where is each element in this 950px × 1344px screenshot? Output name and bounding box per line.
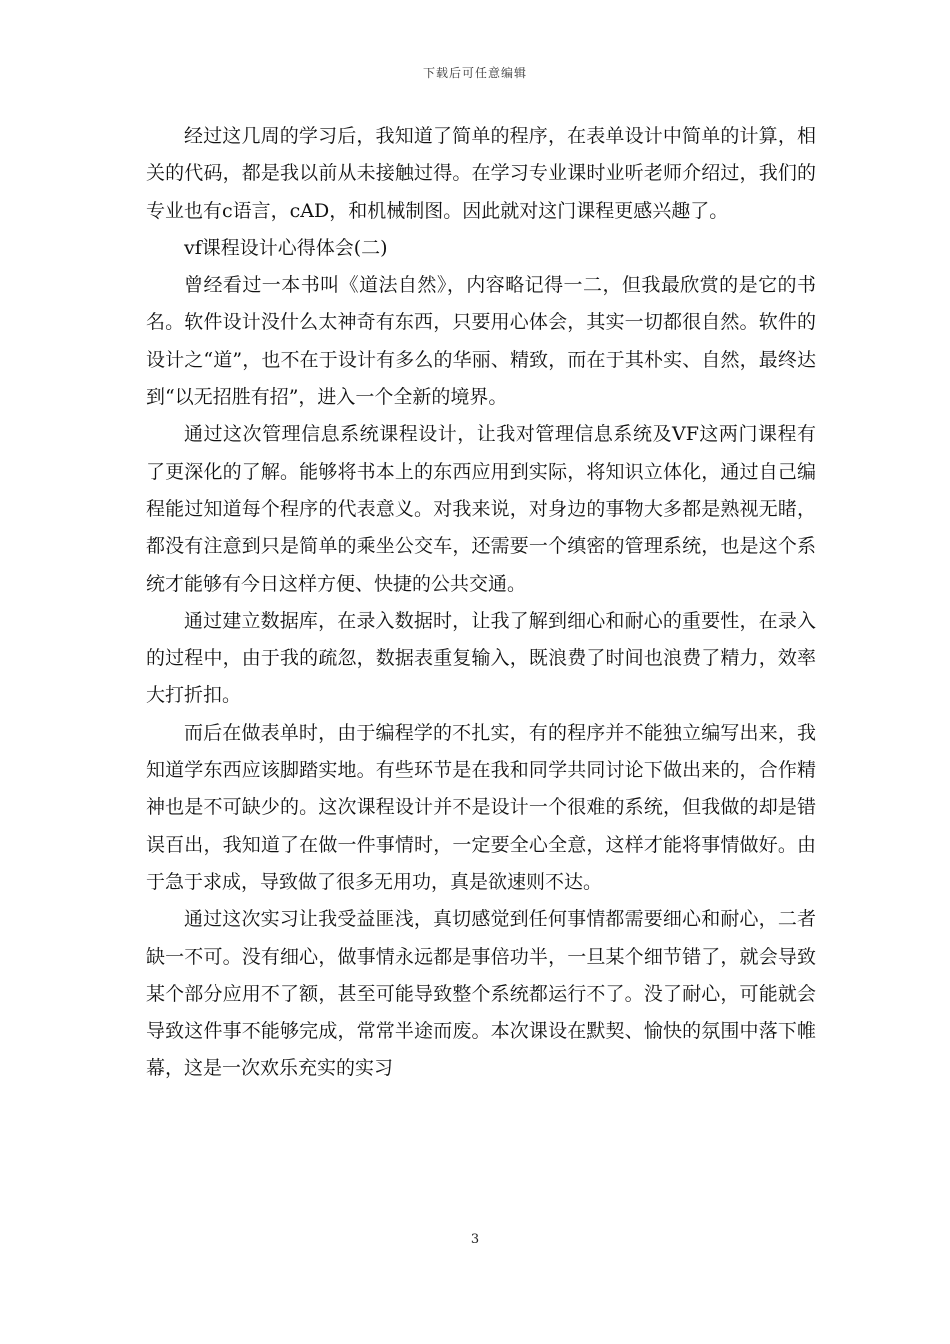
body-paragraph: 通过这次实习让我受益匪浅，真切感觉到任何事情都需要细心和耐心，二者缺一不可。没有细心，做事情永远都是事倍功半，一旦某个细节错了，就会导致某个部分应用不了额，甚至可能导致整个系统都运行不了。没了耐心，可能就会导致这件事不能够完成，常常半途而废。本次课设在默契、愉快的氛围中落下帷幕，这是一次欢乐充实的实习 [146, 908, 816, 1080]
body-paragraph: 而后在做表单时，由于编程学的不扎实，有的程序并不能独立编写出来，我知道学东西应该脚踏实地。有些环节是在我和同学共同讨论下做出来的，合作精神也是不可缺少的。这次课程设计并不是设计一个很难的系统，但我做的却是错误百出，我知道了在做一件事情时，一定要全心全意，这样才能将事情做好。由于急于求成，导致做了很多无用功，真是欲速则不达。 [146, 721, 816, 893]
section-heading: vf课程设计心得体会(二) [184, 236, 388, 259]
body-paragraph: 曾经看过一本书叫《道法自然》，内容略记得一二，但我最欣赏的是它的书名。软件设计没什么太神奇有东西，只要用心体会，其实一切都很自然。软件的设计之“道”，也不在于设计有多么的华丽、精致，而在于其朴实、自然，最终达到“以无招胜有招”，进入一个全新的境界。 [146, 274, 816, 409]
body-paragraph: 通过这次管理信息系统课程设计，让我对管理信息系统及VF这两门课程有了更深化的了解。能够将书本上的东西应用到实际，将知识立体化，通过自己编程能过知道每个程序的代表意义。对我来说，对身边的事物大多都是熟视无睹，都没有注意到只是简单的乘坐公交车，还需要一个缜密的管理系统，也是这个系统才能够有今日这样方便、快捷的公共交通。 [146, 423, 816, 595]
page-number: 3 [470, 1232, 480, 1247]
page-header: 下载后可任意编辑 [422, 66, 527, 80]
document-body [146, 118, 816, 1088]
body-paragraph: 通过建立数据库，在录入数据时，让我了解到细心和耐心的重要性，在录入的过程中，由于我的疏忽，数据表重复输入，既浪费了时间也浪费了精力，效率大打折扣。 [146, 609, 816, 707]
body-paragraph: 经过这几周的学习后，我知道了简单的程序，在表单设计中简单的计算，相关的代码，都是我以前从未接触过得。在学习专业课时业听老师介绍过，我们的专业也有c语言，cAD，和机械制图。因此就对这门课程更感兴趣了。 [146, 125, 816, 222]
